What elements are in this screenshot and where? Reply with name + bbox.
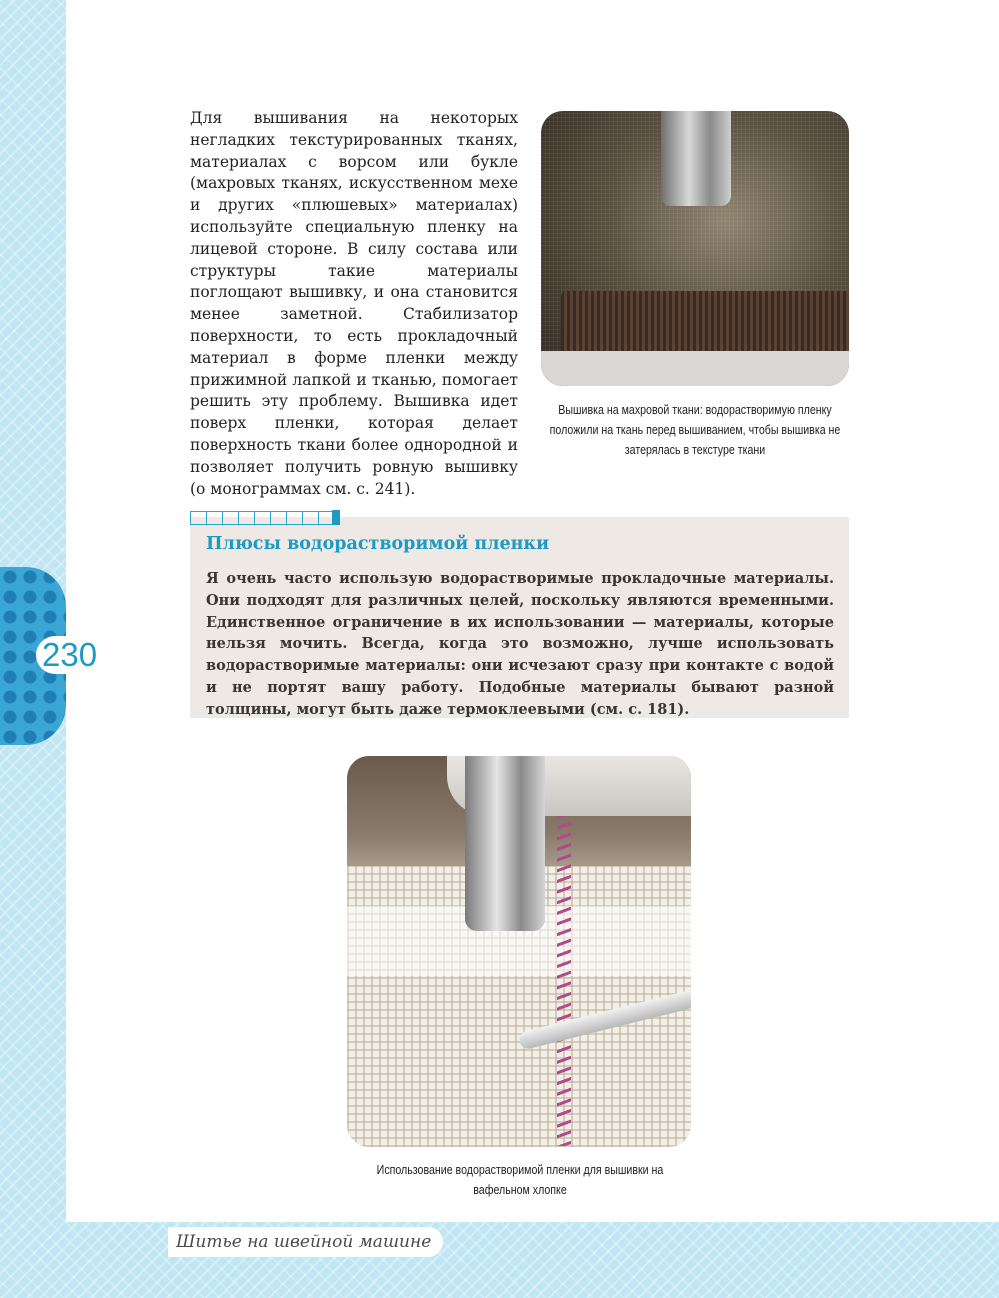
presser-foot xyxy=(465,756,545,931)
machine-bed xyxy=(541,351,849,386)
page-number: 230 xyxy=(36,636,112,674)
ruler-decoration xyxy=(190,511,340,525)
sidebar-title: Плюсы водорастворимой пленки xyxy=(206,534,550,554)
main-paragraph: Для вышивания на некоторых негладких текстурированных тканях, материалах с ворсом или букле (махровых тканях, искусственном мехе и других «плюшевых» материалах) используйте специальную пленку на лицевой стороне. В силу состава или структуры такие материалы поглощают вышивку, и она становится менее заметной. Стабилизатор поверхности, то есть прокладочный материал в форме пленки между прижимной лапкой и тканью, помогает решить эту проблему. Вышивка идет поверх пленки, которая делает поверхность ткани более однородной и позволяет получить ровную вышивку (о монограммах см. с. 241). xyxy=(190,109,518,498)
waffle-cotton-embroidery-photo xyxy=(347,756,691,1147)
terry-cloth-embroidery-photo xyxy=(541,111,849,386)
decorative-bottom-band xyxy=(0,1222,999,1298)
zigzag-stitch xyxy=(557,816,571,1146)
sidebar-text: Я очень часто использую водорастворимые прокладочные материалы. Они подходят для различных целей, поскольку являются временными. Единственное ограничение в их использовании — материалы, которые нельзя мочить. Всегда, когда это возможно, лучше использовать водорастворимые материалы: они исчезают сразу при контакте с водой и не портят вашу работу. Подобные материалы бывают разной толщины, могут быть даже термоклеевыми (см. с. 181). xyxy=(206,570,834,718)
running-footer-title: Шитье на швейной машине xyxy=(168,1227,443,1257)
ruler-end-mark xyxy=(332,510,340,525)
presser-foot xyxy=(661,111,731,206)
figure2-caption: Использование водорастворимой пленки для вышивки на вафельном хлопке xyxy=(376,1163,664,1197)
figure1-caption: Вышивка на махровой ткани: водорастворимую пленку положили на ткань перед вышиванием, чтобы вышивка не затерялась в текстуре ткани xyxy=(549,403,841,457)
